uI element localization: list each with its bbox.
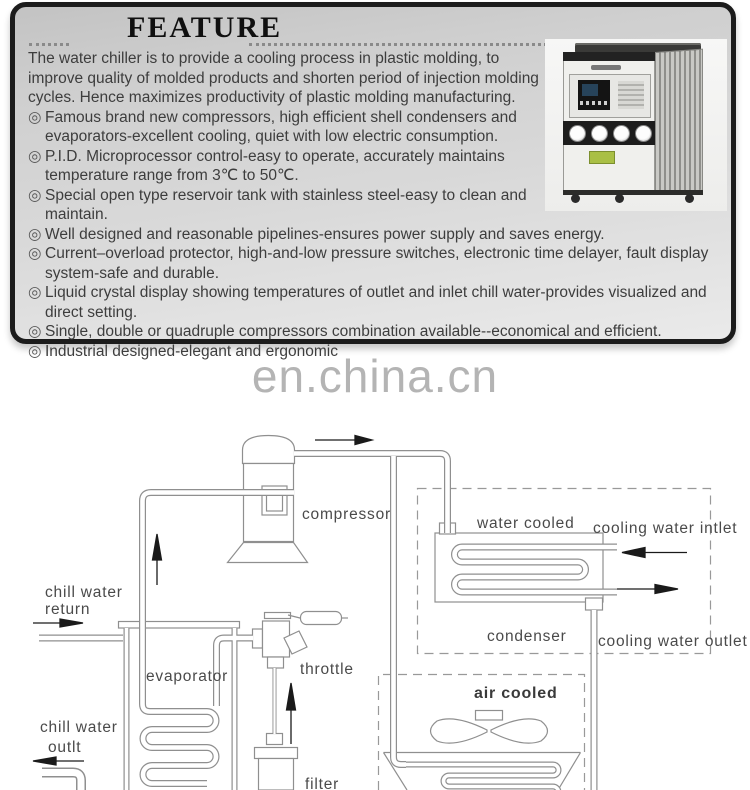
feature-body bbox=[28, 49, 721, 361]
feature-bullet bbox=[28, 147, 721, 186]
bullet-text: Special open type reservoir tank with stainless steel-easy to clean and maintain. bbox=[45, 186, 527, 223]
throttle-left-flange bbox=[253, 629, 263, 648]
label-chill-water-outlet-1: chill water bbox=[40, 719, 118, 736]
bullet-icon: ◎ bbox=[28, 245, 42, 262]
fan-hub bbox=[476, 711, 503, 721]
outlet-flow-arrow bbox=[33, 757, 84, 765]
condenser-drain-stub bbox=[586, 598, 603, 610]
label-chill-water-return-2: return bbox=[45, 601, 91, 618]
chiller-screen bbox=[582, 84, 598, 96]
cooling-inlet-flow-arrow bbox=[622, 548, 687, 558]
suction-flow-arrow bbox=[153, 534, 162, 585]
label-throttle: throttle bbox=[300, 661, 354, 678]
throttle-neck bbox=[268, 657, 284, 668]
bullet-icon: ◎ bbox=[28, 186, 42, 204]
feature-bullet bbox=[28, 244, 721, 283]
filter-body bbox=[259, 759, 294, 790]
bullet-icon: ◎ bbox=[28, 284, 42, 301]
label-chill-water-outlet-2: outlt bbox=[48, 739, 82, 756]
feature-bullet bbox=[28, 186, 721, 225]
dotted-divider-left bbox=[29, 43, 69, 46]
fan-blade-right bbox=[491, 719, 548, 743]
bullet-icon: ◎ bbox=[28, 108, 42, 126]
discharge-flow-arrow bbox=[315, 436, 372, 445]
label-condenser: condenser bbox=[487, 628, 567, 645]
feature-box bbox=[10, 2, 736, 360]
chiller-buttons bbox=[580, 101, 608, 105]
chiller-logo bbox=[591, 65, 621, 70]
refrigeration-diagram bbox=[0, 405, 750, 790]
filter-cap bbox=[255, 748, 298, 759]
bullet-icon: ◎ bbox=[28, 342, 42, 360]
feature-intro: The water chiller is to provide a cooling process in plastic molding, to improve quality of molded products and shorten period of injection molding cycles. Hence maximizes productivity of plastic molding manufacturing. bbox=[28, 50, 539, 106]
feature-bullet bbox=[28, 283, 721, 322]
feature-bullet bbox=[28, 322, 721, 342]
label-air-cooled: air cooled bbox=[474, 685, 558, 702]
bullet-icon: ◎ bbox=[28, 225, 42, 243]
bullet-text: Single, double or quadruple compressors combination available--economical and efficient. bbox=[45, 323, 662, 340]
bullet-text: Famous brand new compressors, high efficient shell condensers and evaporators-excellent cooling, quiet with low electric consumption. bbox=[45, 108, 517, 145]
feature-bullet bbox=[28, 108, 721, 147]
bullet-icon: ◎ bbox=[28, 323, 42, 340]
label-evaporator: evaporator bbox=[146, 668, 229, 685]
label-water-cooled: water cooled bbox=[477, 515, 575, 532]
compressor-dome bbox=[243, 436, 295, 464]
fan-blade-left bbox=[431, 719, 488, 743]
watermark-text: en.china.cn bbox=[251, 350, 499, 402]
throttle-top-cap bbox=[265, 613, 291, 619]
chiller-panel-vents bbox=[618, 81, 644, 109]
compressor-base bbox=[228, 543, 308, 563]
chiller-top-band bbox=[563, 52, 655, 61]
cooling-outlet-flow-arrow bbox=[617, 585, 678, 594]
return-flow-arrow bbox=[33, 619, 83, 627]
filter-connector bbox=[267, 734, 283, 745]
bullet-text: Current–overload protector, high-and-low pressure switches, electronic time delayer, fault display system-safe and durable. bbox=[45, 245, 709, 282]
label-chill-water-return-1: chill water bbox=[45, 584, 123, 601]
evaporator-lid bbox=[119, 622, 240, 629]
label-cooling-water-inlet: cooling water intlet bbox=[593, 520, 738, 537]
feature-bullet bbox=[28, 225, 721, 245]
label-cooling-water-outlet: cooling water outlet bbox=[598, 633, 748, 650]
throttle-sensing-bulb bbox=[301, 612, 342, 625]
feature-title: FEATURE bbox=[127, 11, 283, 44]
bullet-text: P.I.D. Microprocessor control-easy to operate, accurately maintains temperature range from 3℃ to 50℃. bbox=[45, 147, 505, 184]
dotted-divider-right bbox=[249, 43, 571, 46]
bullet-icon: ◎ bbox=[28, 147, 42, 165]
bullet-text: Industrial designed-elegant and ergonomic bbox=[45, 342, 338, 360]
throttle-flow-arrow bbox=[287, 683, 296, 744]
label-filter: filter bbox=[305, 776, 340, 790]
label-compressor: compressor bbox=[302, 506, 391, 523]
bullet-text: Liquid crystal display showing temperatures of outlet and inlet chill water-provides visualized and direct setting. bbox=[45, 284, 707, 321]
bullet-text: Well designed and reasonable pipelines-ensures power supply and saves energy. bbox=[45, 225, 605, 243]
